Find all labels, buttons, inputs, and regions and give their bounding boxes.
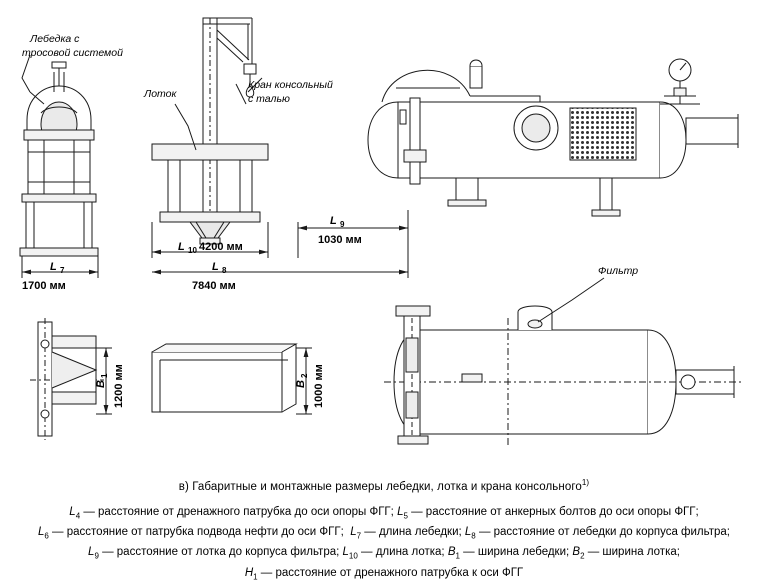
dim-b2-index: 2	[300, 373, 309, 378]
filter-side-view	[384, 306, 744, 448]
callout-leaders	[22, 55, 604, 322]
legend-line-1: $L_4$ — расстояние от дренажного патрубка до оси опоры ФГГ; $L_5$ — расстояние от анкерных болтов до оси опоры ФГГ;	[69, 505, 699, 521]
crane-and-tray-assembly	[152, 18, 268, 244]
winch-assembly	[20, 62, 98, 256]
winch-callout-line2: тросовой системой	[22, 47, 123, 59]
legend-line-2: $L_6$ — расстояние от патрубка подвода нефти до оси ФГГ; $L_7$ — длина лебедки; $L_8$ — расстояние от лебедки до корпуса фильтра;	[38, 526, 730, 541]
crane-callout-line2: с талью	[248, 93, 290, 105]
dim-l7-value: 1700 мм	[22, 280, 66, 292]
dim-l10-symbol: L	[178, 241, 185, 253]
dim-b2-value: 1000 мм	[313, 364, 325, 408]
dim-l9-value: 1030 мм	[318, 234, 362, 246]
winch-front-view	[30, 318, 112, 440]
tray-callout: Лоток	[144, 88, 177, 100]
dim-b1-value: 1200 мм	[113, 364, 125, 408]
tray-front-view	[152, 344, 312, 414]
legend	[0, 504, 768, 585]
filter-vessel-top-view	[368, 59, 738, 216]
crane-callout-line1: Кран консольный	[248, 79, 333, 91]
figure-caption-superscript: 1)	[581, 478, 590, 487]
dim-b1-symbol: B	[95, 380, 107, 388]
legend-line-4: $H_1$ — расстояние от дренажного патрубка к оси ФГГ	[244, 566, 524, 582]
dim-l8-index: 8	[222, 266, 227, 275]
figure-caption-text: в) Габаритные и монтажные размеры лебедки, лотка и крана консольного	[178, 480, 582, 493]
figure-caption	[0, 478, 768, 493]
dim-l7-symbol: L	[50, 261, 57, 273]
dim-l10-index: 10	[188, 246, 197, 255]
dim-l7-index: 7	[60, 266, 65, 275]
dim-l9-symbol: L	[330, 215, 337, 227]
caption-block	[0, 470, 768, 585]
dim-l9-index: 9	[340, 220, 345, 229]
dim-b1-index: 1	[100, 373, 109, 378]
dim-l8-value: 7840 мм	[192, 280, 236, 292]
winch-callout-line1: Лебедка с	[30, 33, 80, 45]
dim-l10-value: 4200 мм	[199, 241, 243, 253]
filter-callout: Фильтр	[598, 265, 639, 277]
legend-line-3: $L_9$ — расстояние от лотка до корпуса фильтра; $L_{10}$ — длина лотка; $B_1$ — ширина лебедки; $B_2$ — ширина лотка;	[88, 546, 680, 561]
dim-b2-symbol: B	[295, 380, 307, 388]
dim-l8-symbol: L	[212, 261, 219, 273]
